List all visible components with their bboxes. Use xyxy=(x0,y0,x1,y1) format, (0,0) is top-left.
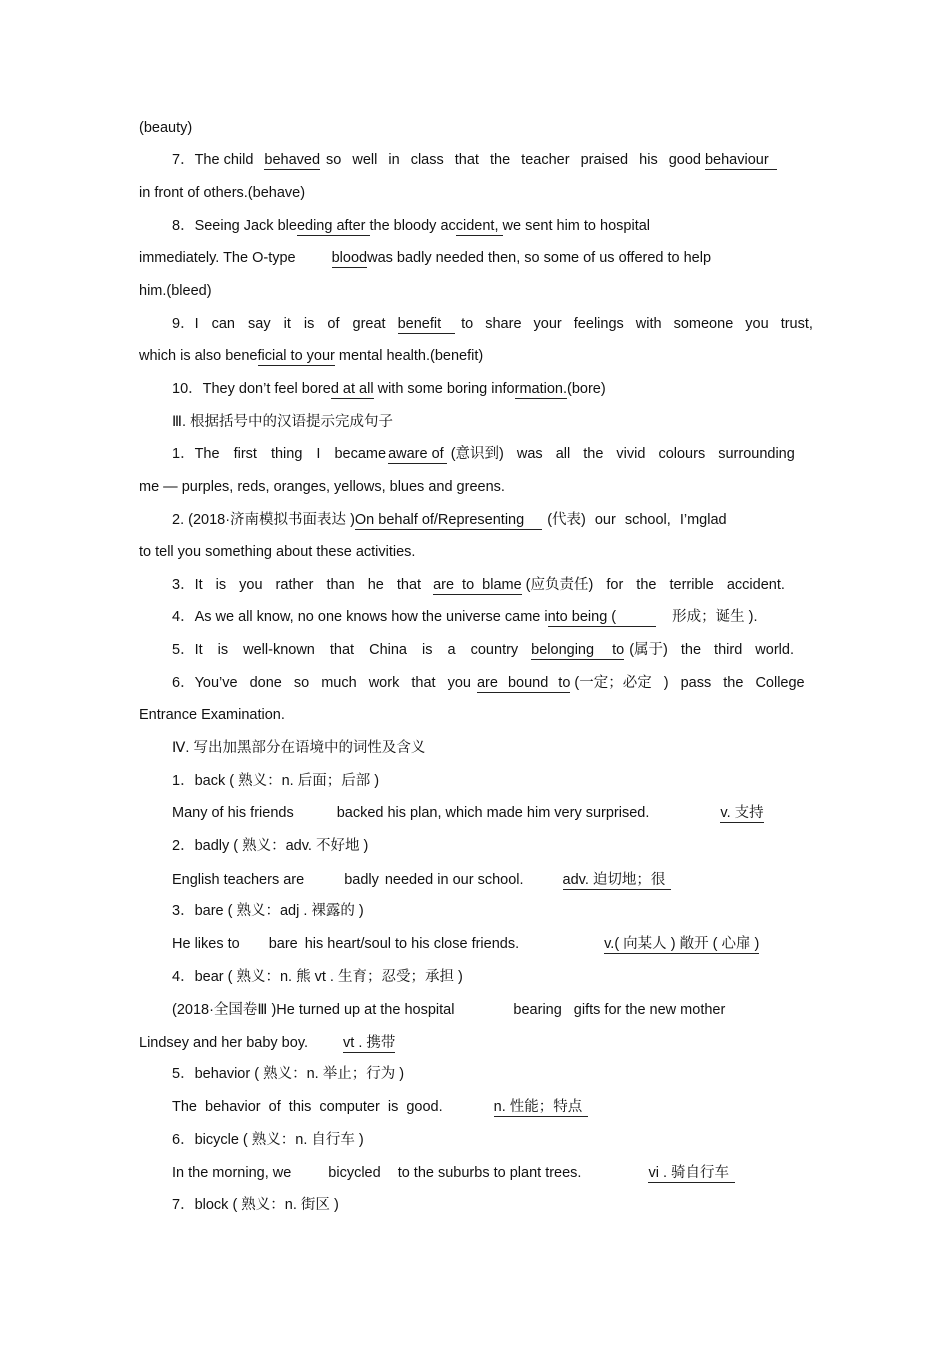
line-behave: in front of others.(behave) xyxy=(139,185,306,201)
line-activities: to tell you something about these activities. xyxy=(139,544,416,560)
answer-blank: On behalf of/Representing xyxy=(355,512,542,530)
line-colours: me — purples, reds, oranges, yellows, blues and greens. xyxy=(139,479,505,495)
answer-blank: n. 性能；特点 xyxy=(494,1099,589,1117)
answer-blank: belonging to xyxy=(531,642,625,658)
s3-blame: 3．It is you rather than he that are to blame (应负责任) for the terrible accident. xyxy=(172,577,785,593)
answer-blank: rmation. xyxy=(514,381,567,397)
ex-bare: He likes to bare his heart/soul to his close friends. v.( 向某人 ) 敞开 ( 心扉 ) xyxy=(172,936,760,952)
bold-word: bicycled xyxy=(328,1165,381,1181)
answer-blank: cident, xyxy=(455,218,503,234)
q10-bore: 10．They don’t feel bored at all with some boring information.(bore) xyxy=(172,381,606,397)
answer-blank: benefit xyxy=(398,316,456,334)
ex-bear-cont: Lindsey and her baby boy. vt . 携带 xyxy=(139,1035,396,1051)
word-bear: 4．bear ( 熟义：n. 熊 vt . 生育；忍受；承担 ) xyxy=(172,969,463,985)
ex-bicycle: In the morning, we bicycled to the suburbs to plant trees. vi . 骑自行车 xyxy=(172,1164,735,1182)
ex-back: Many of his friends backed his plan, which made him very surprised. v. 支持 xyxy=(172,805,764,821)
line-exam: Entrance Examination. xyxy=(139,707,285,723)
answer-blank: v.( 向某人 ) 敞开 ( 心扉 ) xyxy=(604,936,760,952)
q9-benefit: 9．I can say it is of great benefit to share your feelings with someone you trust, xyxy=(172,316,813,332)
word-block: 7．block ( 熟义：n. 街区 ) xyxy=(172,1197,339,1213)
line-bleed: him.(bleed) xyxy=(139,283,212,299)
answer-blank: behaviour xyxy=(705,152,777,170)
answer-blank: eding after xyxy=(296,218,370,234)
s1-aware: 1．The first thing I became aware of (意识到) was all the vivid colours surrounding xyxy=(172,446,795,462)
s2-behalf: 2. (2018·济南模拟书面表达 )On behalf of/Representing (代表) our school, I’mglad xyxy=(172,512,727,528)
answer-blank: vt . 携带 xyxy=(343,1035,396,1051)
answer-blank: nto being ( xyxy=(548,609,657,627)
s6-bound: 6．You’ve done so much work that you are bound to (一定；必定 ) pass the College xyxy=(172,675,805,691)
section-iii-heading: Ⅲ. 根据括号中的汉语提示完成句子 xyxy=(172,414,394,430)
bold-word: bearing xyxy=(513,1002,562,1018)
bold-word: backed xyxy=(336,805,384,821)
section-iv-heading: Ⅳ. 写出加黑部分在语境中的词性及含义 xyxy=(172,740,426,756)
word-bare: 3．bare ( 熟义：adj . 裸露的 ) xyxy=(172,903,364,919)
answer-blank: d at all xyxy=(330,381,374,397)
bold-word: bare xyxy=(268,936,298,952)
ex-behavior: The behavior of this computer is good. n. 性能；特点 xyxy=(172,1098,588,1116)
word-behavior: 5．behavior ( 熟义：n. 举止；行为 ) xyxy=(172,1066,405,1082)
line-blood: immediately. The O-type bloodwas badly needed then, so some of us offered to help xyxy=(139,250,712,266)
q7-behave: 7．The child behaved so well in class that the teacher praised his good behaviour xyxy=(172,151,777,169)
word-badly: 2．badly ( 熟义：adv. 不好地 ) xyxy=(172,838,369,854)
line-beauty: (beauty) xyxy=(139,120,193,136)
ex-bear: (2018·全国卷Ⅲ )He turned up at the hospital bearing gifts for the new mother xyxy=(172,1002,726,1018)
line-benefit: which is also beneficial to your mental health.(benefit) xyxy=(139,348,484,364)
answer-blank: v. 支持 xyxy=(720,805,764,821)
ex-badly: English teachers are badly needed in our school. adv. 迫切地；很 xyxy=(172,871,671,889)
answer-blank: ficial to your xyxy=(257,348,335,364)
q8-bleed: 8．Seeing Jack bleeding after the bloody accident, we sent him to hospital xyxy=(172,218,651,234)
bold-word: badly xyxy=(344,872,379,888)
answer-blank: vi . 骑自行车 xyxy=(648,1165,735,1183)
word-back: 1．back ( 熟义：n. 后面；后部 ) xyxy=(172,773,380,789)
s4-being: 4．As we all know, no one knows how the universe came into being ( 形成；诞生 ). xyxy=(172,609,758,625)
answer-blank: behaved xyxy=(264,152,321,168)
answer-blank: aware of xyxy=(388,446,447,464)
answer-blank: are to blame xyxy=(433,577,522,593)
s5-belonging: 5．It is well-known that China is a country belonging to (属于) the third world. xyxy=(172,642,794,658)
answer-blank: adv. 迫切地；很 xyxy=(563,872,672,890)
word-bicycle: 6．bicycle ( 熟义：n. 自行车 ) xyxy=(172,1132,364,1148)
answer-blank: are bound to xyxy=(476,675,571,691)
answer-blank: blood xyxy=(331,250,368,266)
